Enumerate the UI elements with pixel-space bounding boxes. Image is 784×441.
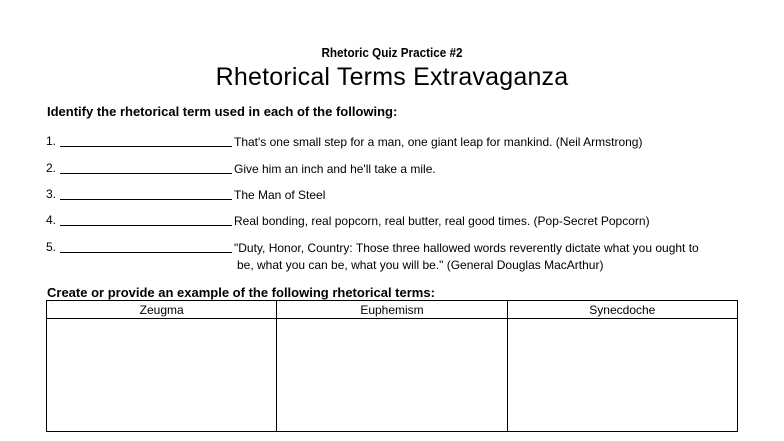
item-text <box>234 134 704 151</box>
page-title: Rhetorical Terms Extravaganza <box>215 63 569 91</box>
answer-blank[interactable] <box>60 199 232 200</box>
item-text <box>234 240 704 274</box>
item-text <box>234 187 704 204</box>
item-text <box>234 213 704 230</box>
table-row <box>47 319 738 432</box>
answer-blank[interactable] <box>60 225 232 226</box>
item-text-line: The Man of Steel <box>234 188 326 202</box>
zeugma-answer-cell[interactable] <box>47 319 277 432</box>
item-text-line: That's one small step for a man, one giant leap for mankind. (Neil Armstrong) <box>234 135 643 149</box>
column-header-synecdoche: Synecdoche <box>507 301 737 319</box>
answer-blank[interactable] <box>60 146 232 147</box>
identify-instructions: Identify the rhetorical term used in each of the following: <box>47 104 398 119</box>
answer-blank[interactable] <box>60 173 232 174</box>
item-number: 1. <box>46 134 57 148</box>
answer-blank[interactable] <box>60 252 232 253</box>
create-instructions: Create or provide an example of the following rhetorical terms: <box>47 285 435 300</box>
item-number: 5. <box>46 240 57 254</box>
item-text-continuation: be, what you can be, what you will be." (General Douglas MacArthur) <box>237 258 604 272</box>
euphemism-answer-cell[interactable] <box>277 319 507 432</box>
item-text <box>234 161 704 178</box>
column-header-zeugma: Zeugma <box>47 301 277 319</box>
terms-table <box>46 300 738 432</box>
column-header-euphemism: Euphemism <box>277 301 507 319</box>
item-number: 3. <box>46 187 57 201</box>
item-text-line: Real bonding, real popcorn, real butter, real good times. (Pop-Secret Popcorn) <box>234 214 650 228</box>
item-text-line: Give him an inch and he'll take a mile. <box>234 162 436 176</box>
item-number: 2. <box>46 161 57 175</box>
item-text-line: "Duty, Honor, Country: Those three hallowed words reverently dictate what you ought to <box>234 241 699 255</box>
quiz-subtitle: Rhetoric Quiz Practice #2 <box>321 45 463 60</box>
synecdoche-answer-cell[interactable] <box>507 319 737 432</box>
table-header-row <box>47 301 738 319</box>
item-number: 4. <box>46 213 57 227</box>
